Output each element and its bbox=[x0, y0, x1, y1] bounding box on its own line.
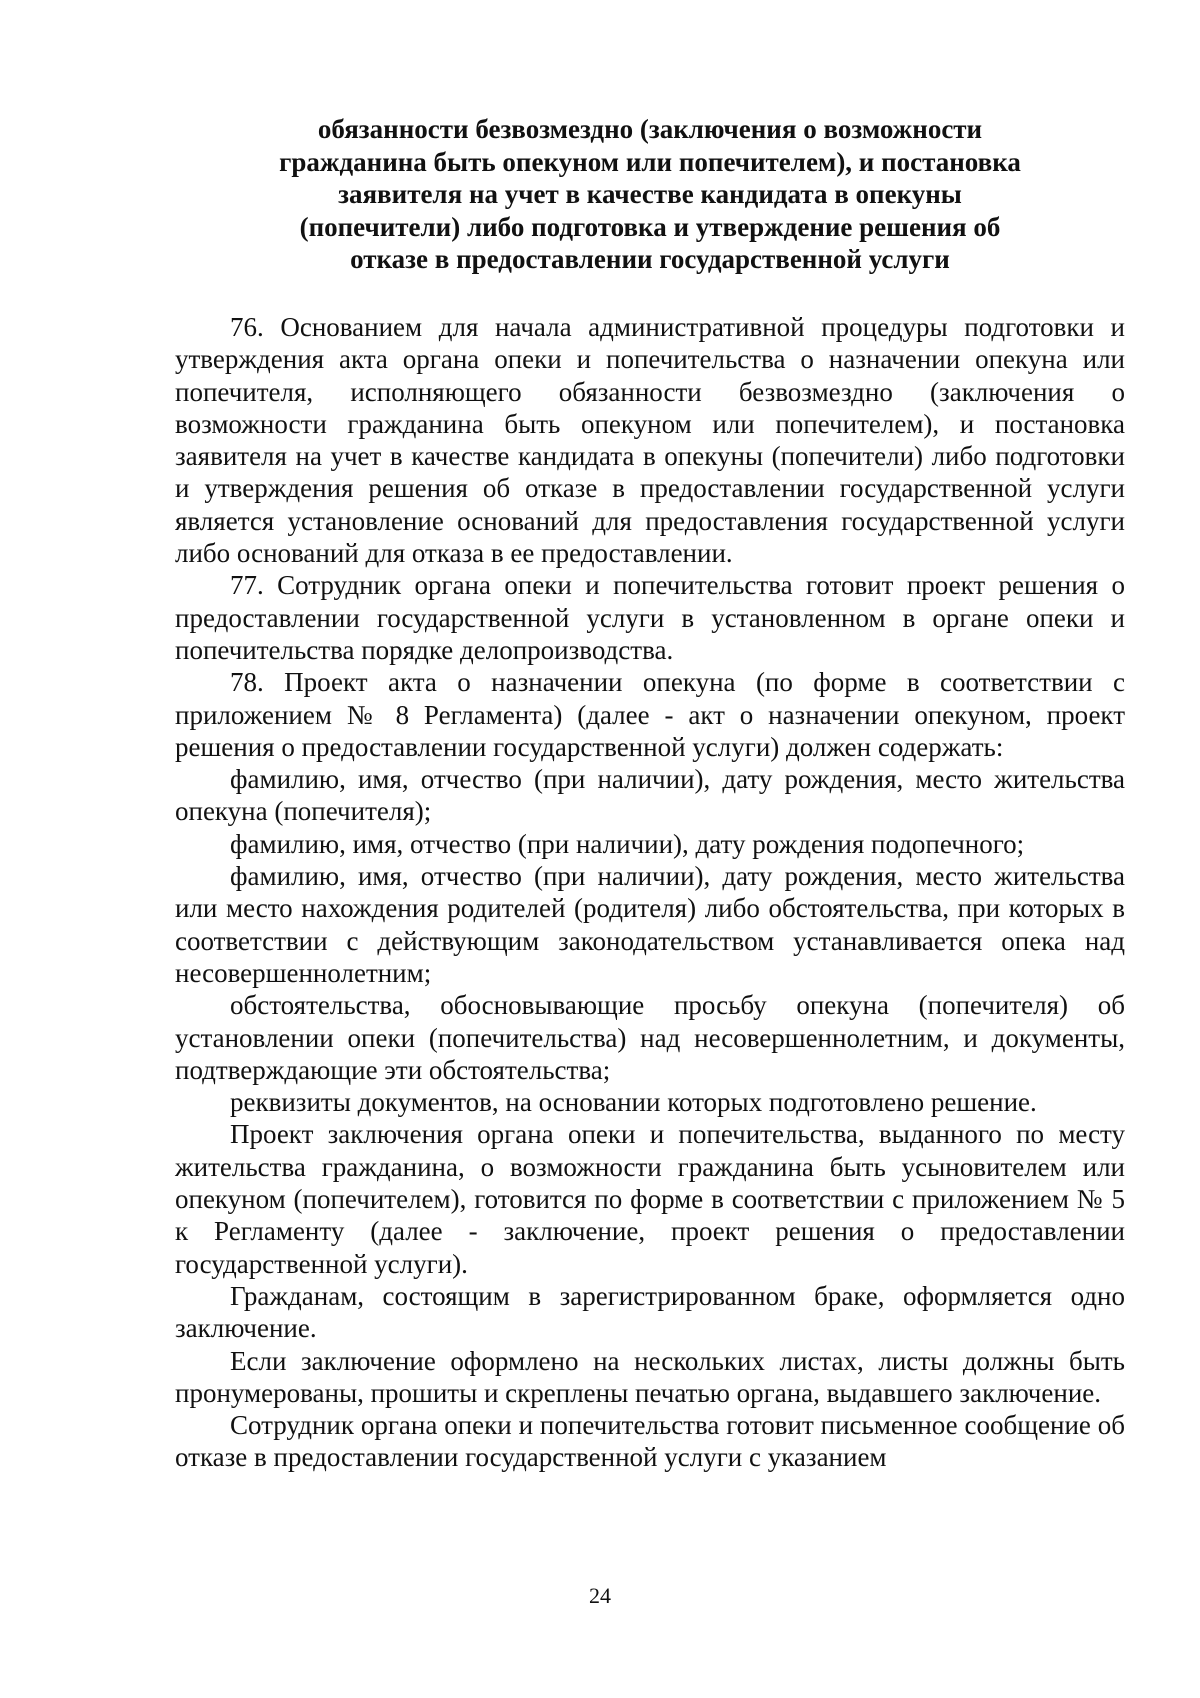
heading-line: обязанности безвозмездно (заключения о возможности bbox=[317, 114, 983, 144]
heading-line: отказе в предоставлении государственной услуги bbox=[350, 244, 950, 274]
list-item-document-requisites: реквизиты документов, на основании которых подготовлено решение. bbox=[230, 1087, 1037, 1118]
paragraph-refusal-notice: Сотрудник органа опеки и попечительства готовит письменное сообщение об отказе в предоставлении государственной услуги с указанием bbox=[175, 1410, 1125, 1473]
list-item-ward-details: фамилию, имя, отчество (при наличии), дату рождения подопечного; bbox=[230, 828, 1025, 859]
list-item-circumstances: обстоятельства, обосновывающие просьбу опекуна (попечителя) об установлении опеки (попечительства) над несовершеннолетним, и документы, подтверждающие эти обстоятельства; bbox=[175, 990, 1125, 1085]
section-heading bbox=[175, 113, 1125, 276]
paragraph-76: 76. Основанием для начала административной процедуры подготовки и утверждения акта органа опеки и попечительства о назначении опекуна или попечителя, исполняющего обязанности безвозмездно (заключения о возможности гражданина быть опекуном или попечителем), и постановка заявителя на учет в качестве кандидата в опекуны (попечители) либо подготовки и утверждения решения об отказе в предоставлении государственной услуги является установление оснований для предоставления государственной услуги либо оснований для отказа в ее предоставлении. bbox=[175, 312, 1125, 569]
paragraph-married-citizens: Гражданам, состоящим в зарегистрированном браке, оформляется одно заключение. bbox=[175, 1280, 1125, 1344]
heading-line: гражданина быть опекуном или попечителем), и постановка bbox=[279, 146, 1021, 177]
paragraph-78: 78. Проект акта о назначении опекуна (по форме в соответствии с приложением № 8 Регламента) (далее - акт о назначении опекуном, проект решения о предоставлении государственной услуги) должен содержать: bbox=[175, 667, 1125, 762]
page-number: 24 bbox=[589, 1583, 611, 1608]
paragraph-77: 77. Сотрудник органа опеки и попечительства готовит проект решения о предоставлении государственной услуги в установленном в органе опеки и попечительства порядке делопроизводства. bbox=[175, 570, 1125, 665]
heading-line: заявителя на учет в качестве кандидата в опекуны bbox=[338, 179, 962, 209]
paragraph-multiple-sheets: Если заключение оформлено на нескольких листах, листы должны быть пронумерованы, прошиты и скреплены печатью органа, выдавшего заключение. bbox=[175, 1345, 1125, 1408]
heading-line: (попечители) либо подготовка и утверждение решения об bbox=[299, 211, 1001, 242]
list-item-guardian-details: фамилию, имя, отчество (при наличии), дату рождения, место жительства опекуна (попечителя); bbox=[175, 764, 1125, 827]
paragraph-conclusion-draft: Проект заключения органа опеки и попечительства, выданного по месту жительства гражданина, о возможности гражданина быть усыновителем или опекуном (попечителем), готовится по форме в соответствии с приложением № 5 к Регламенту (далее - заключение, проект решения о предоставлении государственной услуги). bbox=[175, 1119, 1125, 1279]
list-item-parent-details: фамилию, имя, отчество (при наличии), дату рождения, место жительства или место нахождения родителей (родителя) либо обстоятельства, при которых в соответствии с действующим законодательством устанавливается опека над несовершеннолетним; bbox=[175, 861, 1125, 988]
document-body bbox=[175, 311, 1125, 1474]
